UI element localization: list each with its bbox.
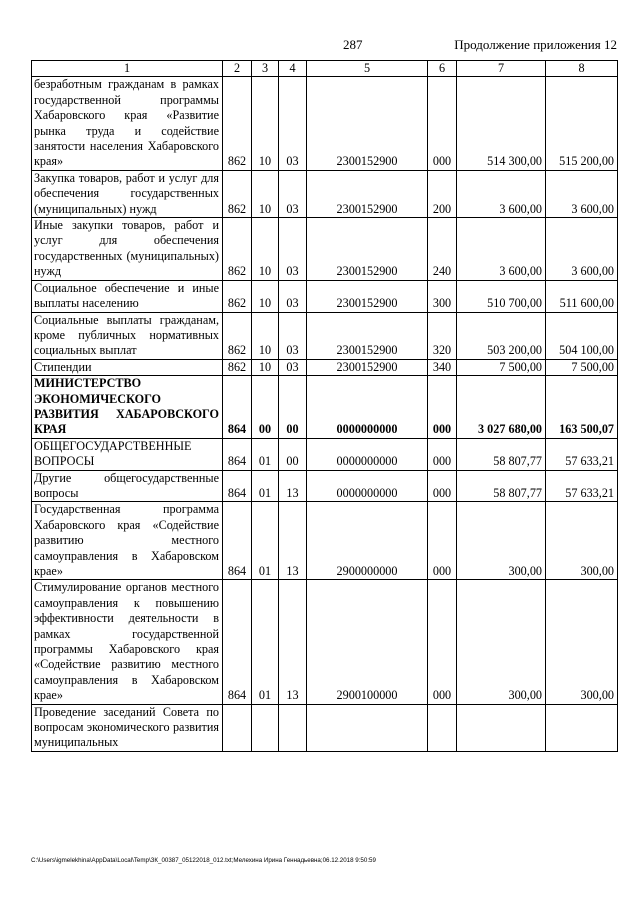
- table-row: [32, 438, 618, 470]
- cell-c2: 862: [223, 280, 252, 312]
- file-path-footer: C:\Users\igmelekhina\AppData\Local\Temp\ЗК_00387_05122018_012.txt;Мелехина Ирина Геннадьевна;06.12.2018 9:50:59: [31, 857, 376, 864]
- cell-c6: 000: [428, 438, 457, 470]
- row-description: Закупка товаров, работ и услуг для обеспечения государственных (муниципальных) нужд: [32, 170, 223, 217]
- cell-c6: 000: [428, 470, 457, 502]
- column-header: 7: [457, 61, 546, 77]
- cell-c6: 000: [428, 376, 457, 439]
- table-row: [32, 359, 618, 375]
- cell-c2: 862: [223, 359, 252, 375]
- column-header: 8: [546, 61, 618, 77]
- cell-c5: 2900100000: [307, 580, 428, 704]
- cell-c3: 10: [252, 170, 279, 217]
- cell-c6: 000: [428, 580, 457, 704]
- table-row: [32, 170, 618, 217]
- row-description: Стимулирование органов местного самоуправления к повышению эффективности деятельности в рамках государственной программы Хабаровского края «Содействие развитию местного самоуправления в Хабаровском крае»: [32, 580, 223, 704]
- header-row: [32, 61, 618, 77]
- cell-c4: 03: [279, 170, 307, 217]
- table-row: [32, 312, 618, 359]
- cell-c8: 504 100,00: [546, 312, 618, 359]
- column-header: 1: [32, 61, 223, 77]
- table-row: [32, 580, 618, 704]
- cell-c7: 300,00: [457, 502, 546, 580]
- cell-c5: 2300152900: [307, 312, 428, 359]
- row-description: Иные закупки товаров, работ и услуг для обеспечения государственных (муниципальных) нужд: [32, 218, 223, 281]
- continuation-title: Продолжение приложения 12: [454, 37, 617, 52]
- table-row: [32, 218, 618, 281]
- cell-c2: 864: [223, 376, 252, 439]
- cell-c3: 10: [252, 312, 279, 359]
- cell-c8: 3 600,00: [546, 218, 618, 281]
- cell-c4: 03: [279, 218, 307, 281]
- cell-c5: 2300152900: [307, 218, 428, 281]
- cell-c7: 3 600,00: [457, 218, 546, 281]
- page-number: 287: [343, 37, 363, 52]
- cell-c4: 13: [279, 470, 307, 502]
- cell-c3: 01: [252, 580, 279, 704]
- cell-c5: [307, 704, 428, 751]
- cell-c4: 00: [279, 376, 307, 439]
- cell-c7: 3 027 680,00: [457, 376, 546, 439]
- cell-c2: 862: [223, 77, 252, 170]
- row-description: безработным гражданам в рамках государственной программы Хабаровского края «Развитие рынка труда и содействие занятости населения Хабаровского края»: [32, 77, 223, 170]
- row-description: Проведение заседаний Совета по вопросам экономического развития муниципальных: [32, 704, 223, 751]
- cell-c2: 862: [223, 218, 252, 281]
- cell-c6: 340: [428, 359, 457, 375]
- cell-c4: 13: [279, 502, 307, 580]
- row-description: Стипендии: [32, 359, 223, 375]
- cell-c4: 03: [279, 359, 307, 375]
- cell-c6: 200: [428, 170, 457, 217]
- cell-c4: 00: [279, 438, 307, 470]
- table-row: [32, 470, 618, 502]
- cell-c7: 503 200,00: [457, 312, 546, 359]
- cell-c7: 510 700,00: [457, 280, 546, 312]
- cell-c5: 2300152900: [307, 359, 428, 375]
- cell-c3: 10: [252, 280, 279, 312]
- column-header: 2: [223, 61, 252, 77]
- column-header: 5: [307, 61, 428, 77]
- cell-c6: 300: [428, 280, 457, 312]
- column-header: 3: [252, 61, 279, 77]
- cell-c3: 01: [252, 438, 279, 470]
- table-row: [32, 704, 618, 751]
- cell-c6: 000: [428, 77, 457, 170]
- cell-c5: 0000000000: [307, 470, 428, 502]
- cell-c8: 163 500,07: [546, 376, 618, 439]
- column-header: 4: [279, 61, 307, 77]
- cell-c8: 57 633,21: [546, 438, 618, 470]
- cell-c7: [457, 704, 546, 751]
- cell-c2: [223, 704, 252, 751]
- table-row: [32, 376, 618, 439]
- cell-c3: 10: [252, 218, 279, 281]
- cell-c5: 2300152900: [307, 77, 428, 170]
- cell-c2: 864: [223, 470, 252, 502]
- cell-c4: 03: [279, 312, 307, 359]
- cell-c5: 2300152900: [307, 280, 428, 312]
- cell-c3: 00: [252, 376, 279, 439]
- row-description: Государственная программа Хабаровского края «Содействие развитию местного самоуправления в Хабаровском крае»: [32, 502, 223, 580]
- cell-c3: 10: [252, 77, 279, 170]
- row-description: Социальные выплаты гражданам, кроме публичных нормативных социальных выплат: [32, 312, 223, 359]
- cell-c6: [428, 704, 457, 751]
- cell-c8: [546, 704, 618, 751]
- cell-c2: 864: [223, 438, 252, 470]
- cell-c6: 240: [428, 218, 457, 281]
- cell-c4: 13: [279, 580, 307, 704]
- cell-c8: 7 500,00: [546, 359, 618, 375]
- cell-c3: 10: [252, 359, 279, 375]
- table-row: [32, 280, 618, 312]
- cell-c6: 000: [428, 502, 457, 580]
- cell-c8: 300,00: [546, 502, 618, 580]
- cell-c7: 514 300,00: [457, 77, 546, 170]
- cell-c5: 0000000000: [307, 438, 428, 470]
- cell-c3: 01: [252, 470, 279, 502]
- row-description: Социальное обеспечение и иные выплаты населению: [32, 280, 223, 312]
- cell-c8: 57 633,21: [546, 470, 618, 502]
- table-row: [32, 77, 618, 170]
- cell-c7: 3 600,00: [457, 170, 546, 217]
- cell-c8: 511 600,00: [546, 280, 618, 312]
- row-description: Другие общегосударственные вопросы: [32, 470, 223, 502]
- row-description: ОБЩЕГОСУДАРСТВЕННЫЕ ВОПРОСЫ: [32, 438, 223, 470]
- cell-c5: 0000000000: [307, 376, 428, 439]
- cell-c7: 58 807,77: [457, 470, 546, 502]
- cell-c3: [252, 704, 279, 751]
- cell-c8: 300,00: [546, 580, 618, 704]
- cell-c8: 3 600,00: [546, 170, 618, 217]
- cell-c7: 300,00: [457, 580, 546, 704]
- cell-c2: 864: [223, 580, 252, 704]
- cell-c8: 515 200,00: [546, 77, 618, 170]
- cell-c4: 03: [279, 280, 307, 312]
- cell-c5: 2900000000: [307, 502, 428, 580]
- cell-c2: 862: [223, 170, 252, 217]
- column-header: 6: [428, 61, 457, 77]
- row-description: МИНИСТЕРСТВО ЭКОНОМИЧЕСКОГО РАЗВИТИЯ ХАБАРОВСКОГО КРАЯ: [32, 376, 223, 439]
- budget-table: [31, 60, 618, 752]
- cell-c4: 03: [279, 77, 307, 170]
- cell-c4: [279, 704, 307, 751]
- cell-c3: 01: [252, 502, 279, 580]
- table-row: [32, 502, 618, 580]
- cell-c6: 320: [428, 312, 457, 359]
- cell-c5: 2300152900: [307, 170, 428, 217]
- cell-c2: 862: [223, 312, 252, 359]
- cell-c2: 864: [223, 502, 252, 580]
- cell-c7: 7 500,00: [457, 359, 546, 375]
- cell-c7: 58 807,77: [457, 438, 546, 470]
